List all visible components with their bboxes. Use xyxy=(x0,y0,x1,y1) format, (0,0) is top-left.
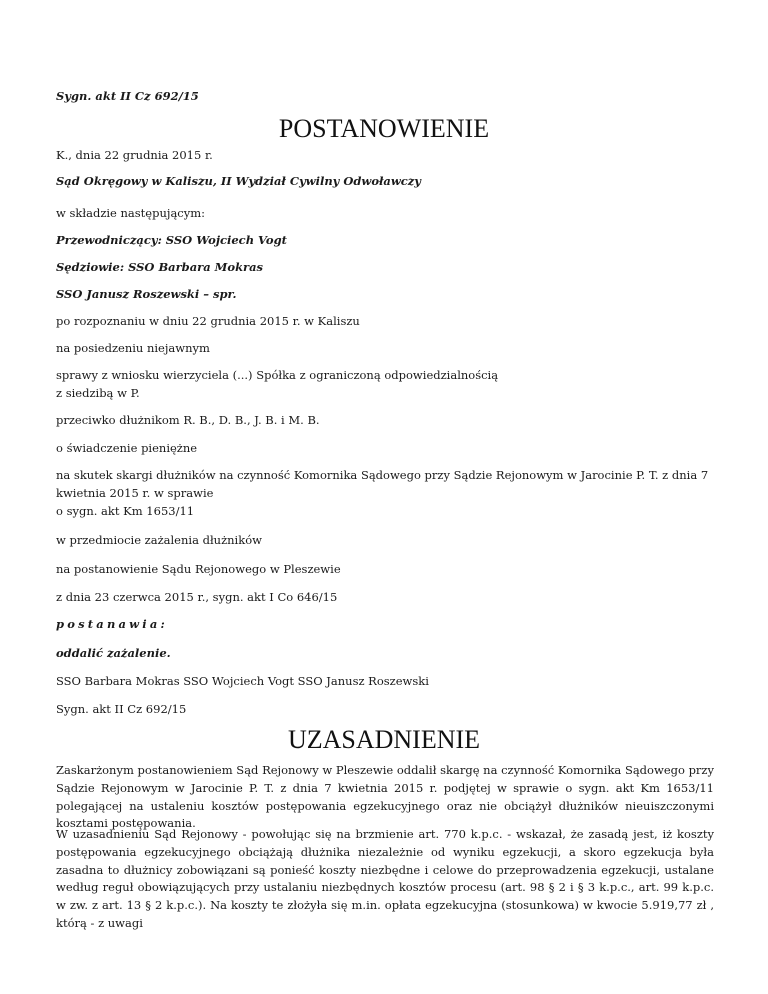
complaint-description xyxy=(56,467,714,520)
justification-paragraph-2: W uzasadnieniu Sąd Rejonowy - powołując się na brzmienie art. 770 k.p.c. - wskazał, że zasadą jest, iż koszty postępowania egzekucyjnego obciążają dłużnika niezależnie od wyniku egzekucji, a skoro egzekucja była zasadna to dłużnicy zobowiązani są ponieść koszty niezbędne i celowe do przeprowadzenia egzekucji, ustalane według reguł obowiązujących przy ustalaniu niezbędnych kosztów procesu (art. 98 § 2 i § 3 k.p.c., art. 99 k.p.c. w zw. z art. 13 § 2 k.p.c.). Na koszty te złożyła się m.in. opłata egzekucyjna (stosunkowa) w kwocie 5.919,77 zł , którą - z uwagi xyxy=(56,827,714,931)
document-title: POSTANOWIENIE xyxy=(278,114,490,143)
appeal-subject: w przedmiocie zażalenia dłużników xyxy=(56,533,262,547)
judge-reporting: SSO Janusz Roszewski – spr. xyxy=(56,287,237,301)
judges: Sędziowie: SSO Barbara Mokras xyxy=(56,260,264,274)
ruling-heading: postanawia: xyxy=(56,617,168,631)
case-signature-justification: Sygn. akt II Cz 692/15 xyxy=(56,702,187,716)
complaint-line-2: kwietnia 2015 r. w sprawie xyxy=(56,485,214,500)
justification-title: UZASADNIENIE xyxy=(287,725,481,754)
session-type: na posiedzeniu niejawnym xyxy=(56,341,210,355)
case-description xyxy=(56,367,714,403)
case-signature-top: Sygn. akt II Cz 692/15 xyxy=(56,89,199,103)
hearing-info: po rozpoznaniu w dniu 22 grudnia 2015 r. w Kaliszu xyxy=(56,314,360,328)
justification-paragraph-1: Zaskarżonym postanowieniem Sąd Rejonowy w Pleszewie oddalił skargę na czynność Komornika Sądowego przy Sądzie Rejonowym w Jarocinie P. T. z dnia 7 kwietnia 2015 r. podjętej w sprawie o sygn. akt Km 1653/11 polegającej na ustaleniu kosztów postępowania egzekucyjnego oraz nie obciążył dłużników nieuiszczonymi kosztami postępowania. xyxy=(56,763,714,831)
case-line-1: sprawy z wniosku wierzyciela (...) Spółka z ograniczoną odpowiedzialnością xyxy=(56,368,499,382)
case-subject: o świadczenie pieniężne xyxy=(56,441,198,455)
ruling-text: oddalić zażalenie. xyxy=(56,646,171,660)
presiding-judge: Przewodniczący: SSO Wojciech Vogt xyxy=(56,233,287,247)
composition-intro: w składzie następującym: xyxy=(56,206,206,220)
against-parties: przeciwko dłużnikom R. B., D. B., J. B. i M. B. xyxy=(56,413,320,427)
complaint-line-3: o sygn. akt Km 1653/11 xyxy=(56,503,195,518)
decision-reference: na postanowienie Sądu Rejonowego w Pleszewie xyxy=(56,562,341,576)
court-name: Sąd Okręgowy w Kaliszu, II Wydział Cywilny Odwoławczy xyxy=(56,174,421,188)
case-line-2: z siedzibą w P. xyxy=(56,385,140,400)
complaint-line-1: na skutek skargi dłużników na czynność Komornika Sądowego przy Sądzie Rejonowym w Jarocinie P. T. z dnia 7 xyxy=(56,468,709,482)
decision-date: z dnia 23 czerwca 2015 r., sygn. akt I Co 646/15 xyxy=(56,590,338,604)
date-place: K., dnia 22 grudnia 2015 r. xyxy=(56,148,213,162)
judge-signatures: SSO Barbara Mokras SSO Wojciech Vogt SSO Janusz Roszewski xyxy=(56,674,429,688)
